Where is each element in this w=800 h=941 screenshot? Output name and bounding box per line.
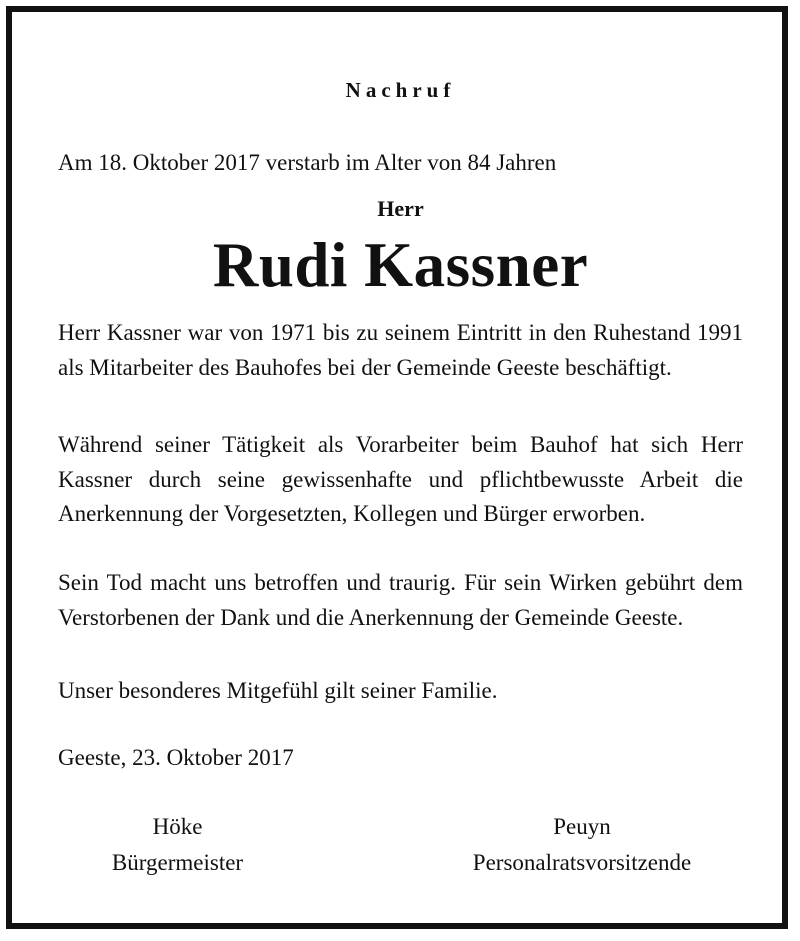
paragraph-gratitude: Sein Tod macht uns betroffen und traurig. Für sein Wirken gebührt dem Verstorbenen der Dank und die Anerkennung der Gemeinde Geeste. (58, 570, 743, 630)
signatory-title: Bürgermeister (111, 850, 244, 875)
death-announcement: Am 18. Oktober 2017 verstarb im Alter von 84 Jahren (58, 150, 557, 175)
notice-heading: Nachruf (345, 78, 456, 102)
deceased-name: Rudi Kassner (212, 230, 589, 300)
signatory-name: Peuyn (553, 814, 611, 839)
paragraph-career: Herr Kassner war von 1971 bis zu seinem Eintritt in den Ruhestand 1991 als Mitarbeiter des Bauhofes bei der Gemeinde Geeste beschäftigt. (58, 320, 743, 380)
signatory-title: Personalratsvorsitzende (472, 850, 692, 875)
honorific: Herr (377, 196, 424, 221)
paragraph-condolence: Unser besonderes Mitgefühl gilt seiner Familie. (58, 678, 498, 703)
signatory-mayor (100, 809, 255, 881)
signatory-staff-council (452, 809, 712, 881)
place-and-date: Geeste, 23. Oktober 2017 (58, 745, 294, 770)
signatory-name: Höke (152, 814, 203, 839)
paragraph-work: Während seiner Tätigkeit als Vorarbeiter beim Bauhof hat sich Herr Kassner durch seine gewissenhafte und pflichtbewusste Arbeit die Anerkennung der Vorgesetzten, Kollegen und Bürger erworben. (58, 432, 743, 526)
